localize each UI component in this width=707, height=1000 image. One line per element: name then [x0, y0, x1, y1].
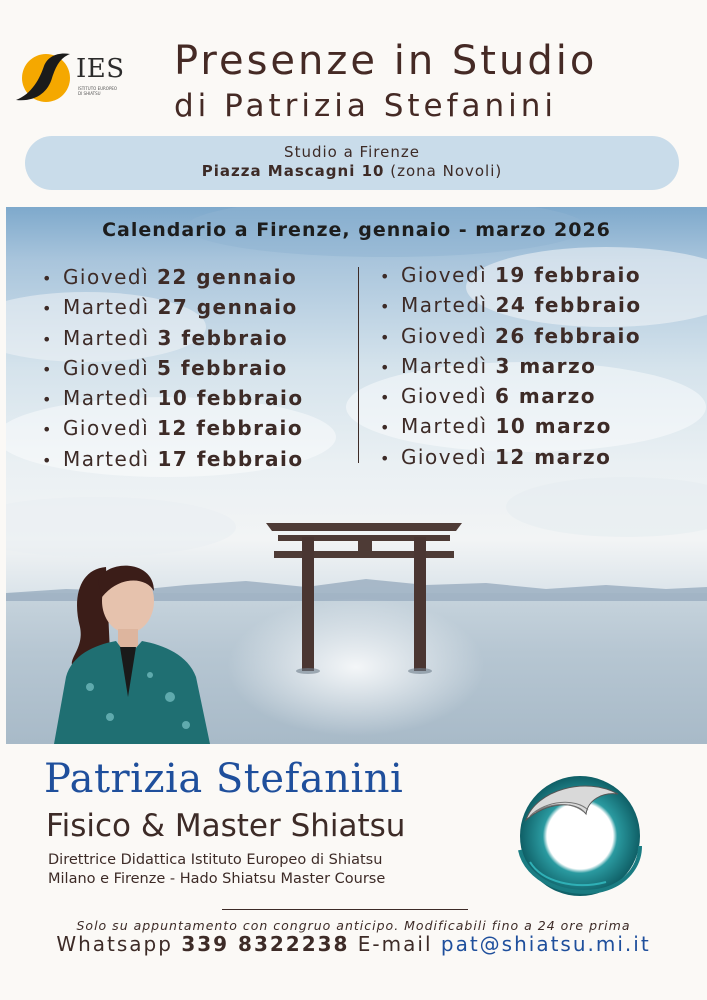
ies-logo	[14, 48, 134, 110]
date-item: • Giovedì 5 febbraio	[42, 354, 304, 384]
profile-name: Patrizia Stefanini	[44, 756, 404, 802]
ies-logo-icon	[14, 48, 74, 110]
profile-role: Fisico & Master Shiatsu	[46, 808, 406, 844]
date-item: • Martedì 27 gennaio	[42, 293, 304, 323]
date-item: • Martedì 10 febbraio	[42, 384, 304, 414]
date-item: • Martedì 3 febbraio	[42, 324, 304, 354]
calendar-list-left	[42, 263, 304, 475]
calendar-title: Calendario a Firenze, gennaio - marzo 2026	[102, 219, 611, 241]
date-item: • Giovedì 12 febbraio	[42, 414, 304, 444]
logo-text: IES	[76, 54, 125, 84]
date-item: • Martedì 24 febbraio	[380, 291, 642, 321]
studio-banner	[25, 136, 679, 190]
studio-address: Piazza Mascagni 10	[201, 162, 385, 180]
date-item: • Martedì 17 febbraio	[42, 445, 304, 475]
email-link[interactable]: pat@shiatsu.mi.it	[440, 932, 651, 956]
date-item: • Giovedì 6 marzo	[380, 382, 642, 412]
portrait-illustration	[50, 557, 220, 744]
email-label: E-mail	[357, 932, 433, 956]
date-item: • Giovedì 22 gennaio	[42, 263, 304, 293]
whatsapp-label: Whatsapp	[56, 932, 173, 956]
torii-gate-illustration	[264, 517, 464, 677]
profile-description-line1: Direttrice Didattica Istituto Europeo di Shiatsu	[48, 852, 383, 868]
studio-zone: (zona Novoli)	[390, 162, 503, 180]
wave-logo-icon	[506, 770, 654, 902]
hero-panel	[6, 207, 707, 744]
date-item: • Giovedì 26 febbraio	[380, 322, 642, 352]
studio-city: Studio a Firenze	[284, 143, 420, 161]
studio-address-line	[25, 162, 679, 180]
logo-subtitle: ISTITUTO EUROPEO DI SHIATSU	[78, 86, 118, 96]
calendar-list-right	[380, 261, 642, 473]
date-item: • Martedì 10 marzo	[380, 412, 642, 442]
page-title: Presenze in Studio	[174, 38, 598, 84]
date-item: • Martedì 3 marzo	[380, 352, 642, 382]
calendar-divider	[358, 267, 359, 463]
page-subtitle: di Patrizia Stefanini	[174, 88, 558, 124]
footer-divider	[222, 909, 468, 910]
appointment-note: Solo su appuntamento con congruo anticipo. Modificabili fino a 24 ore prima	[76, 918, 631, 933]
contact-line	[0, 932, 707, 956]
date-item: • Giovedì 19 febbraio	[380, 261, 642, 291]
profile-description-line2: Milano e Firenze - Hado Shiatsu Master Course	[48, 871, 386, 887]
date-item: • Giovedì 12 marzo	[380, 443, 642, 473]
whatsapp-number[interactable]: 339 8322238	[181, 932, 350, 956]
